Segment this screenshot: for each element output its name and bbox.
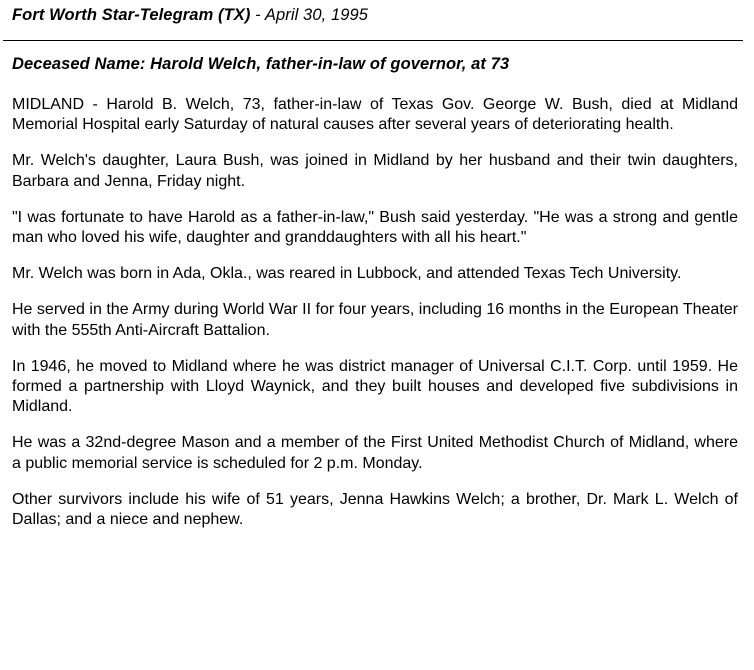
masthead-separator: - — [250, 6, 265, 24]
paragraph: In 1946, he moved to Midland where he was district manager of Universal C.I.T. Corp. until 1959. He formed a partnership with Lloyd Waynick, and they built houses and developed five subdivisions in Midland. — [12, 357, 738, 416]
paragraph: MIDLAND - Harold B. Welch, 73, father-in-law of Texas Gov. George W. Bush, died at Midland Memorial Hospital early Saturday of natural causes after several years of deteriorating health. — [12, 96, 738, 134]
headline: Deceased Name: Harold Welch, father-in-law of governor, at 73 — [12, 55, 510, 73]
paragraph: Mr. Welch was born in Ada, Okla., was reared in Lubbock, and attended Texas Tech University. — [12, 265, 682, 283]
masthead — [12, 6, 368, 25]
paragraph: "I was fortunate to have Harold as a father-in-law," Bush said yesterday. "He was a strong and gentle man who loved his wife, daughter and granddaughters with all his heart." — [12, 208, 738, 247]
article-body — [12, 95, 738, 546]
paragraph: He was a 32nd-degree Mason and a member of the First United Methodist Church of Midland, where a public memorial service is scheduled for 2 p.m. Monday. — [12, 434, 738, 472]
paragraph: Other survivors include his wife of 51 years, Jenna Hawkins Welch; a brother, Dr. Mark L. Welch of Dallas; and a niece and nephew. — [12, 490, 738, 529]
publication-date: April 30, 1995 — [264, 6, 369, 24]
paragraph: Mr. Welch's daughter, Laura Bush, was joined in Midland by her husband and their twin daughters, Barbara and Jenna, Friday night. — [12, 152, 738, 190]
header-divider — [3, 40, 743, 41]
paragraph: He served in the Army during World War II for four years, including 16 months in the European Theater with the 555th Anti-Aircraft Battalion. — [12, 301, 738, 339]
newspaper-name: Fort Worth Star-Telegram (TX) — [12, 6, 251, 24]
